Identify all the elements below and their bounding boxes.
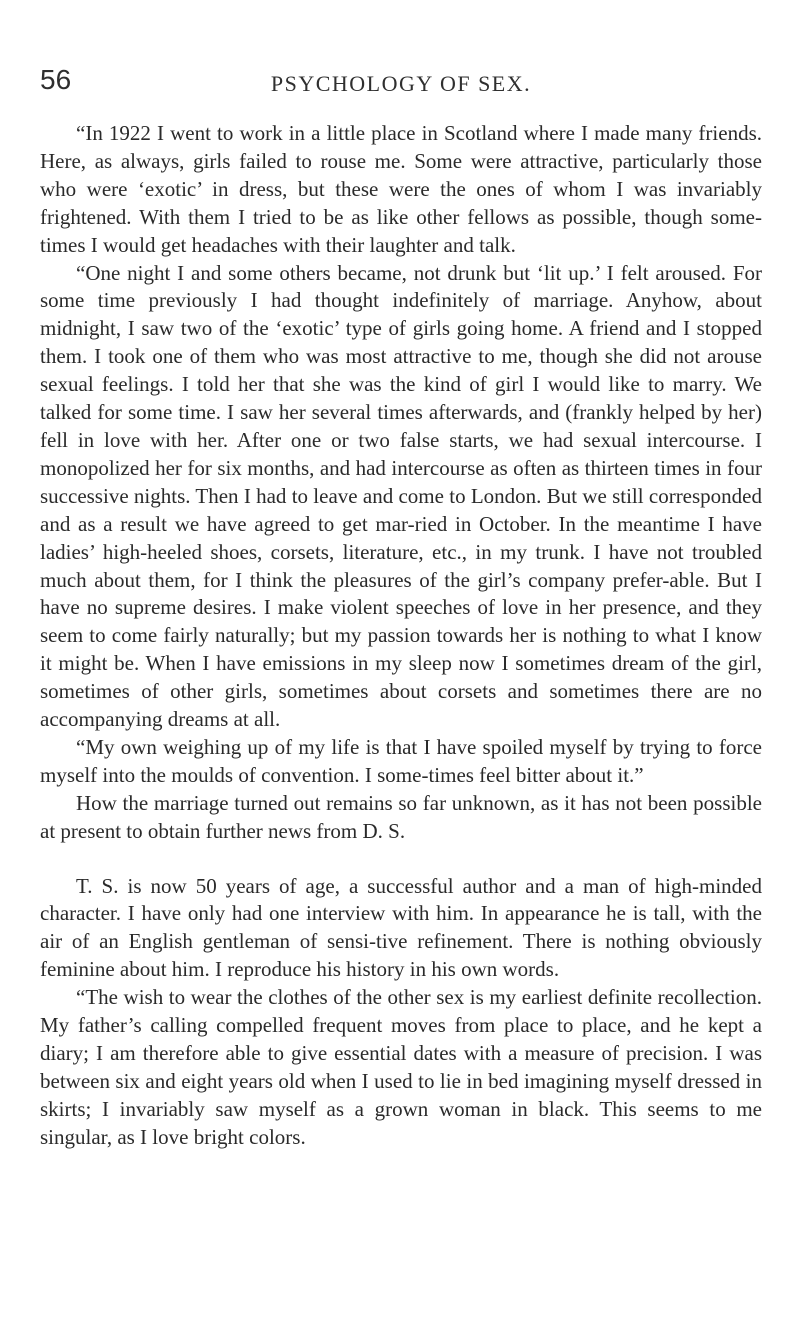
body-text [40, 120, 762, 1152]
paragraph-ts-intro: T. S. is now 50 years of age, a successful author and a man of high-minded character. I have only had one interview with him. In appearance he is tall, with the air of an English gentleman of sensi-tive refinement. There is nothing obviously feminine about him. I reproduce his history in his own words. [40, 873, 762, 982]
running-head [40, 66, 762, 102]
paragraph-marriage-outcome: How the marriage turned out remains so far unknown, as it has not been possible at present to obtain further news from D. S. [40, 790, 762, 843]
book-page [40, 66, 762, 1152]
paragraph-scotland: “In 1922 I went to work in a little place in Scotland where I made many friends. Here, as always, girls failed to rouse me. Some were attractive, particularly those who were ‘exotic’ in dress, but these were the ones of whom I was invariably frightened. With them I tried to be as like other fellows as possible, though some-times I would get headaches with their laughter and talk. [40, 121, 762, 257]
running-title: PSYCHOLOGY OF SEX. [270, 71, 532, 96]
paragraph-weighing-up: “My own weighing up of my life is that I have spoiled myself by trying to force myself into the moulds of convention. I some-times feel bitter about it.” [40, 734, 762, 787]
page-number: 56 [40, 64, 72, 95]
paragraph-ts-history: “The wish to wear the clothes of the other sex is my earliest definite recollection. My father’s calling compelled frequent moves from place to place, and he kept a diary; I am therefore able to give essential dates with a measure of precision. I was between six and eight years old when I used to lie in bed imagining myself dressed in skirts; I invariably saw myself as a grown woman in black. This seems to me singular, as I love bright colors. [40, 985, 762, 1149]
paragraph-one-night: “One night I and some others became, not drunk but ‘lit up.’ I felt aroused. For some time previously I had thought indefinitely of marriage. Anyhow, about midnight, I saw two of the ‘exotic’ type of girls going home. A friend and I stopped them. I took one of them who was most attractive to me, though she did not arouse sexual feelings. I told her that she was the kind of girl I would like to marry. We talked for some time. I saw her several times afterwards, and (frankly helped by her) fell in love with her. After one or two false starts, we had sexual intercourse. I monopolized her for six months, and had intercourse as often as thirteen times in four successive nights. Then I had to leave and come to London. But we still corresponded and as a result we have agreed to get mar-ried in October. In the meantime I have ladies’ high-heeled shoes, corsets, literature, etc., in my trunk. I have not troubled much about them, for I think the pleasures of the girl’s company prefer-able. But I have no supreme desires. I make violent speeches of love in her presence, and they seem to come fairly naturally; but my passion towards her is nothing to what I know it might be. When I have emissions in my sleep now I sometimes dream of the girl, sometimes of other girls, sometimes about corsets and sometimes there are no accompanying dreams at all. [40, 260, 762, 732]
